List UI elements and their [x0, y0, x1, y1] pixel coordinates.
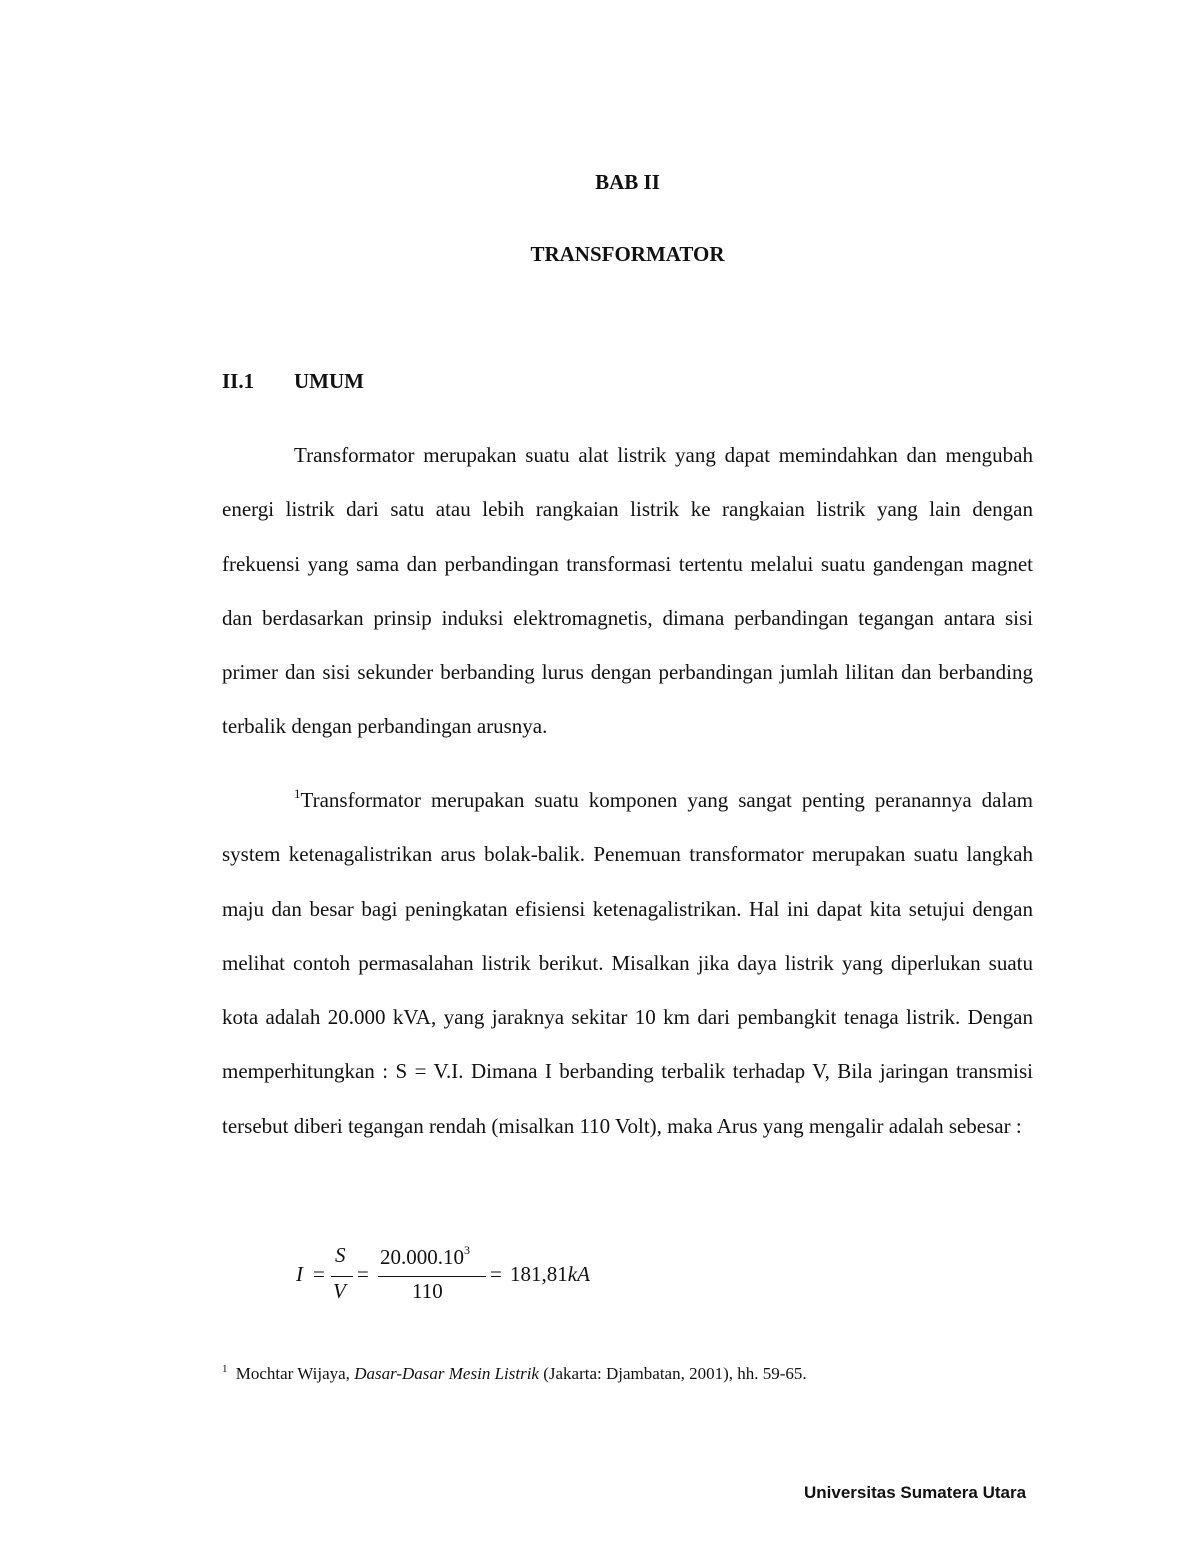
- equation-equals-2: =: [357, 1262, 369, 1286]
- footnote: [222, 1363, 807, 1384]
- equation-lhs: I: [296, 1262, 303, 1286]
- result-unit: kA: [567, 1262, 590, 1286]
- page-footer: Universitas Sumatera Utara: [804, 1483, 1027, 1502]
- equation-equals-3: =: [490, 1262, 502, 1286]
- fraction-2-denominator: 110: [412, 1279, 443, 1303]
- result-value: 181,81: [510, 1262, 568, 1286]
- paragraph-2: [222, 773, 1033, 1153]
- fraction-2-numerator-exponent: 3: [464, 1243, 470, 1257]
- equation-equals-1: =: [313, 1262, 325, 1286]
- section-heading: [222, 369, 364, 394]
- fraction-2-numerator: [380, 1243, 470, 1270]
- footnote-book-title: Dasar-Dasar Mesin Listrik: [354, 1364, 539, 1383]
- footnote-publication: (Jakarta: Djambatan, 2001), hh. 59-65.: [543, 1364, 807, 1383]
- paragraph-1: Transformator merupakan suatu alat listrik yang dapat memindahkan dan mengubah energi listrik dari satu atau lebih rangkaian listrik ke rangkaian listrik yang lain dengan frekuensi yang sama dan perbandingan transformasi tertentu melalui suatu gandengan magnet dan berdasarkan prinsip induksi elektromagnetis, dimana perbandingan tegangan antara sisi primer dan sisi sekunder berbanding lurus dengan perbandingan jumlah lilitan dan berbanding terbalik dengan perbandingan arusnya.: [222, 443, 1033, 739]
- chapter-title: TRANSFORMATOR: [530, 242, 725, 266]
- fraction-2-bar: [378, 1276, 486, 1277]
- section-title: UMUM: [294, 369, 364, 393]
- fraction-2-numerator-base: 20.000.10: [380, 1245, 464, 1269]
- footnote-number: 1: [222, 1363, 228, 1375]
- chapter-number: BAB II: [595, 170, 660, 194]
- fraction-1-numerator: S: [335, 1243, 346, 1267]
- paragraph-2-text: Transformator merupakan suatu komponen yang sangat penting peranannya dalam system ketenagalistrikan arus bolak-balik. Penemuan transformator merupakan suatu langkah maju dan besar bagi peningkatan efisiensi ketenagalistrikan. Hal ini dapat kita setujui dengan melihat contoh permasalahan listrik berikut. Misalkan jika daya listrik yang diperlukan suatu kota adalah 20.000 kVA, yang jaraknya sekitar 10 km dari pembangkit tenaga listrik. Dengan memperhitungkan : S = V.I. Dimana I berbanding terbalik terhadap V, Bila jaringan transmisi tersebut diberi tegangan rendah (misalkan 110 Volt), maka Arus yang mengalir adalah sebesar :: [222, 788, 1033, 1138]
- fraction-1-bar: [331, 1276, 353, 1277]
- equation-result: [510, 1262, 590, 1287]
- footnote-author: Mochtar Wijaya,: [235, 1364, 350, 1383]
- footnote-reference: 1: [294, 786, 301, 801]
- fraction-1-denominator: V: [333, 1279, 346, 1303]
- section-number: II.1: [222, 369, 255, 393]
